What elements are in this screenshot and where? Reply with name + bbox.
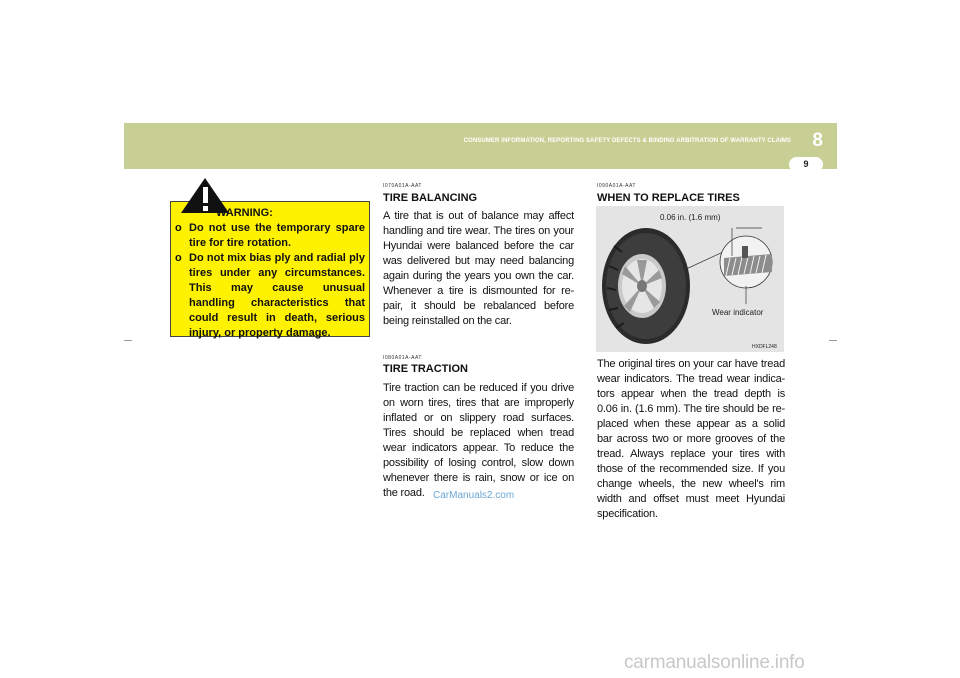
chapter-number: 8 <box>812 130 823 151</box>
section-code-replace: I090A01A-AAT <box>597 183 636 189</box>
crop-mark-left <box>124 340 132 341</box>
tire-wear-figure <box>596 206 784 352</box>
warning-item <box>175 251 365 341</box>
warning-title: WARNING: <box>216 207 273 219</box>
header-band <box>124 123 837 169</box>
watermark-link[interactable]: CarManuals2.com <box>433 490 515 501</box>
section-text-replace: The original tires on your car have tread wear indicators. The tread wear indica-tors appear when the tread depth is 0.06 in. (1.6 mm). The tire should be re-placed when these appear as a solid bar across two or more grooves of the tread. Always replace your tires with those of the recommended size. If you change wheels, the new wheel's rim width and offset must meet Hyundai specification. <box>597 358 785 520</box>
wear-indicator-label: Wear indicator <box>712 308 764 317</box>
tread-depth-label: 0.06 in. (1.6 mm) <box>660 213 721 222</box>
section-title-replace: WHEN TO REPLACE TIRES <box>597 192 740 204</box>
warning-item <box>175 221 365 251</box>
header-title: CONSUMER INFORMATION, REPORTING SAFETY DEFECTS & BINDING ARBITRATION OF WARRANTY CLAIMS <box>463 138 791 144</box>
crop-mark-right <box>829 340 837 341</box>
section-code-traction: I080A01A-AAT <box>383 355 422 361</box>
warning-item-text: Do not mix bias ply and radial ply tires under any circumstances. This may cause unusual handling characteristics that could result in death, serious injury, or property damage. <box>189 252 365 339</box>
figure-code: HXDFL248 <box>752 344 777 350</box>
warning-list <box>175 221 365 341</box>
section-title-traction: TIRE TRACTION <box>383 363 468 375</box>
tire-illustration <box>596 206 784 352</box>
warning-item-text: Do not use the temporary spare tire for tire rotation. <box>189 222 365 249</box>
warning-bullet: o <box>175 222 182 234</box>
section-text-balancing: A tire that is out of balance may affect handling and tire wear. The tires on your Hyundai were balanced before the car was delivered but may need balancing again during the years you own the car. Whenever a tire is dismounted for re-pair, it should be rebalanced before being reinstalled on the car. <box>383 210 574 327</box>
warning-bullet: o <box>175 252 182 264</box>
section-text-traction: Tire traction can be reduced if you drive on worn tires, tires that are improperly inflated or on slippery road surfaces. Tires should be replaced when tread wear indicators appear. To reduce the possibility of losing control, slow down whenever there is rain, snow or ice on the road. <box>383 382 574 499</box>
page-number: 9 <box>789 157 823 172</box>
section-code-balancing: I070A01A-AAT <box>383 183 422 189</box>
site-watermark[interactable]: carmanualsonline.info <box>624 652 805 673</box>
section-title-balancing: TIRE BALANCING <box>383 192 478 204</box>
